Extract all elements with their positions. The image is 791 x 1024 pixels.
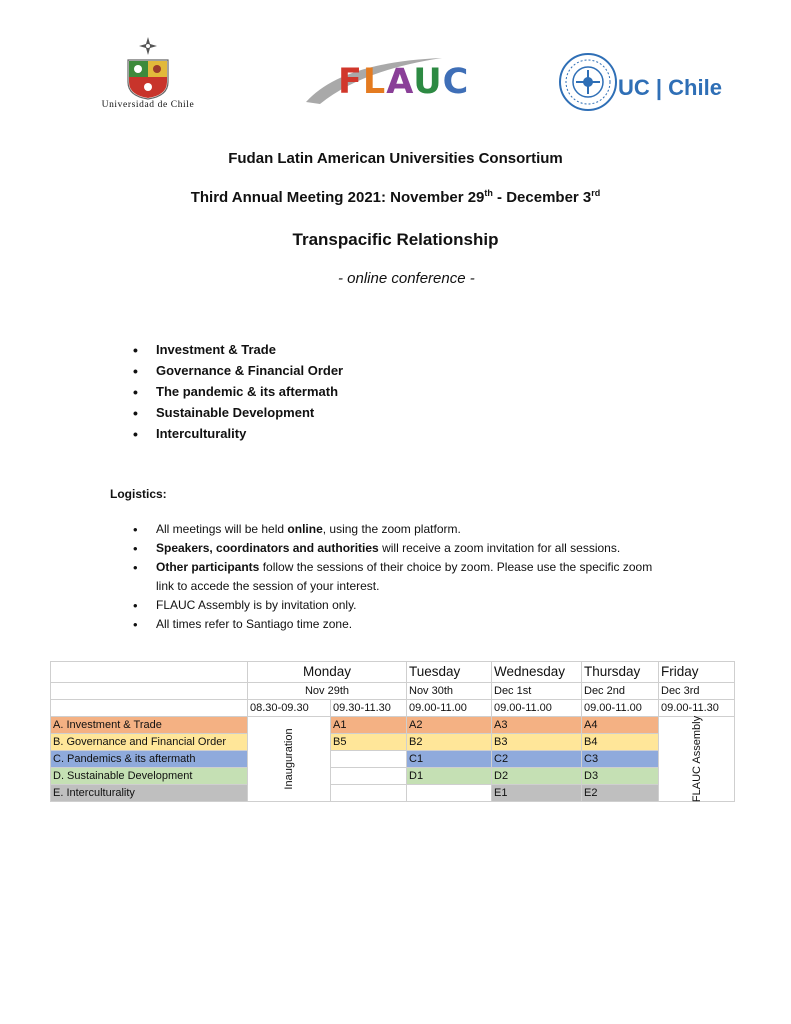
date-tuesday: Nov 30th xyxy=(407,683,492,700)
assembly-cell xyxy=(659,717,735,802)
logistics-item-bold: Speakers, coordinators and authorities xyxy=(156,541,379,555)
date-wednesday: Dec 1st xyxy=(492,683,582,700)
session-label: A. Investment & Trade xyxy=(51,717,248,734)
consortium-title: Fudan Latin American Universities Consortium xyxy=(228,150,563,167)
logistics-item xyxy=(132,596,672,615)
uc-chile-logo xyxy=(558,48,734,116)
logistics-item-bold: Other participants xyxy=(156,560,260,574)
time-slot: 09.00-11.00 xyxy=(492,700,582,717)
uc-wordmark-text: UC | Chile xyxy=(618,75,722,100)
day-friday: Friday xyxy=(659,662,735,683)
inauguration-cell xyxy=(248,717,331,802)
topic-item: • The pandemic & its aftermath xyxy=(132,382,343,403)
session-cell: C3 xyxy=(582,751,659,768)
time-slot: 08.30-09.30 xyxy=(248,700,331,717)
table-row-session xyxy=(51,751,735,768)
session-label: D. Sustainable Development xyxy=(51,768,248,785)
table-row-dates xyxy=(51,683,735,700)
session-label: C. Pandemics & its aftermath xyxy=(51,751,248,768)
logistics-item-bold: online xyxy=(287,522,323,536)
table-row-session xyxy=(51,768,735,785)
table-cell-empty xyxy=(51,683,248,700)
flauc-letter: F xyxy=(338,62,363,102)
session-cell: C2 xyxy=(492,751,582,768)
flauc-letter: L xyxy=(362,62,387,102)
uchile-crest-icon xyxy=(100,36,196,100)
logistics-heading: Logistics: xyxy=(110,487,167,501)
table-row-session xyxy=(51,734,735,751)
session-cell: E2 xyxy=(582,785,659,802)
flauc-letter: A xyxy=(386,62,414,102)
logistics-item-text: All times refer to Santiago time zone. xyxy=(156,617,353,631)
table-cell-empty xyxy=(51,700,248,717)
uc-seal-icon xyxy=(558,48,618,116)
time-slot: 09.30-11.30 xyxy=(331,700,407,717)
logistics-item-text: FLAUC Assembly is by invitation only. xyxy=(156,598,357,612)
schedule-table xyxy=(50,661,735,802)
logistics-item xyxy=(132,615,672,634)
session-cell: C1 xyxy=(407,751,492,768)
logistics-item-text: will receive a zoom invitation for all sessions. xyxy=(378,541,621,555)
flauc-letter: U xyxy=(413,62,443,102)
logistics-item xyxy=(132,558,672,596)
meeting-title-part2: - December 3 xyxy=(492,189,592,206)
day-wednesday: Wednesday xyxy=(492,662,582,683)
session-cell: D2 xyxy=(492,768,582,785)
topic-item: • Sustainable Development xyxy=(132,403,343,424)
logistics-item xyxy=(132,520,672,539)
uchile-caption: Universidad de Chile xyxy=(101,100,195,110)
meeting-title-part1: Third Annual Meeting 2021: November 29 xyxy=(190,189,485,206)
time-slot: 09.00-11.30 xyxy=(659,700,735,717)
day-thursday: Thursday xyxy=(582,662,659,683)
time-slot: 09.00-11.00 xyxy=(582,700,659,717)
theme-title: Transpacific Relationship xyxy=(292,230,499,249)
logistics-item-text: All meetings will be held xyxy=(156,522,288,536)
uc-chile-wordmark xyxy=(618,75,722,101)
assembly-label: FLAUC Assembly xyxy=(690,715,703,803)
session-cell: D1 xyxy=(407,768,492,785)
session-cell xyxy=(331,785,407,802)
table-row-session xyxy=(51,785,735,802)
session-label: B. Governance and Financial Order xyxy=(51,734,248,751)
session-cell: B2 xyxy=(407,734,492,751)
session-cell xyxy=(331,751,407,768)
session-cell: A3 xyxy=(492,717,582,734)
table-row-times xyxy=(51,700,735,717)
meeting-title-sup1: th xyxy=(484,188,493,198)
topic-item: • Interculturality xyxy=(132,424,343,445)
flauc-wordmark xyxy=(338,62,469,102)
session-cell: A1 xyxy=(331,717,407,734)
inauguration-label: Inauguration xyxy=(283,728,295,790)
session-cell xyxy=(407,785,492,802)
session-cell: A4 xyxy=(582,717,659,734)
meeting-title xyxy=(0,188,791,206)
conference-format: - online conference - xyxy=(338,270,475,287)
flauc-letter: C xyxy=(442,62,470,102)
date-thursday: Dec 2nd xyxy=(582,683,659,700)
session-cell: E1 xyxy=(492,785,582,802)
session-cell: B5 xyxy=(331,734,407,751)
session-label: E. Interculturality xyxy=(51,785,248,802)
meeting-title-sup2: rd xyxy=(591,188,601,198)
universidad-de-chile-logo xyxy=(100,36,196,116)
session-cell: B3 xyxy=(492,734,582,751)
session-cell: D3 xyxy=(582,768,659,785)
session-cell: A2 xyxy=(407,717,492,734)
table-row-days xyxy=(51,662,735,683)
flauc-logo xyxy=(302,52,470,112)
topic-item: • Governance & Financial Order xyxy=(132,361,343,382)
table-row-session xyxy=(51,717,735,734)
day-tuesday: Tuesday xyxy=(407,662,492,683)
session-cell: B4 xyxy=(582,734,659,751)
logistics-item-text: , using the zoom platform. xyxy=(322,522,461,536)
session-cell xyxy=(331,768,407,785)
day-monday: Monday xyxy=(248,662,407,683)
logistics-list xyxy=(132,520,672,634)
topic-item: • Investment & Trade xyxy=(132,340,343,361)
logistics-item xyxy=(132,539,672,558)
table-cell-empty xyxy=(51,662,248,683)
date-monday: Nov 29th xyxy=(248,683,407,700)
logistics-item-text: follow the sessions of their choice by zoom. Please use the specific zoom link to accede the session of your interest. xyxy=(156,560,653,593)
date-friday: Dec 3rd xyxy=(659,683,735,700)
topics-list xyxy=(132,340,343,445)
time-slot: 09.00-11.00 xyxy=(407,700,492,717)
